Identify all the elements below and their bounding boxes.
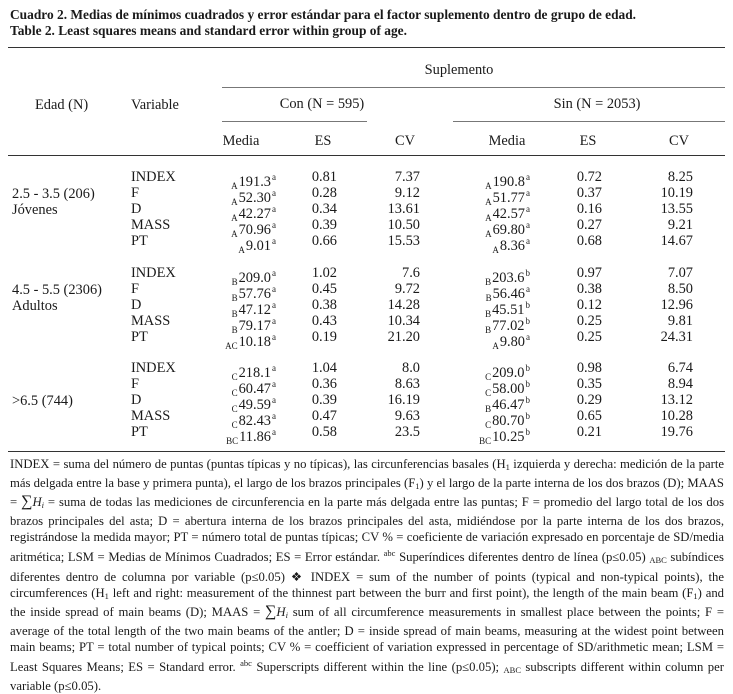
top-rule xyxy=(8,47,725,48)
es-sin-cell: 0.98 xyxy=(576,360,602,376)
cv-sin-cell: 24.31 xyxy=(660,329,693,345)
es-con-cell: 0.81 xyxy=(311,169,337,185)
es-con-cell: 0.19 xyxy=(311,329,337,345)
es-sin-cell: 0.25 xyxy=(576,329,602,345)
variable-cell: PT xyxy=(131,424,148,440)
cv-con-cell: 16.19 xyxy=(387,392,420,408)
header-suplemento: Suplemento xyxy=(424,62,494,78)
es-sin-cell: 0.21 xyxy=(576,424,602,440)
variable-cell: INDEX xyxy=(131,265,176,281)
cv-con-cell: 9.72 xyxy=(394,281,420,297)
header-bottom-rule xyxy=(8,155,725,156)
header-es-sin: ES xyxy=(579,133,597,149)
es-sin-cell: 0.37 xyxy=(576,185,602,201)
variable-cell: MASS xyxy=(131,313,171,329)
es-con-cell: 0.66 xyxy=(311,233,337,249)
header-es-con: ES xyxy=(314,133,332,149)
footnote: INDEX = suma del número de puntas (puntas típicas y no típicas), las circunferencias basales ($H_1$ izquierda y derecha: medición de la parte más delgada entre la base y primera punta), el largo de los brazos principales $(F_1)$ y el largo de la parte interna de los dos brazos (D); MAAS = $\sum H_i$ = suma de todas las mediciones de circunferencia en la parte más delgada entre las puntas; F = promedio del largo total de los dos brazos principales del asta; D = abertura interna de los brazos principales del asta, midiéndose por la parte interna de los dos brazos, registrándose la medida mayor; PT = número total de puntas típicas; CV % = coeficiente de variación expresado en porcentaje de SD/media aritmética; LSM = Medias de Mínimos Cuadrados; ES = Error estándar. $^{abc}$ Superíndices diferentes dentro de línea (p≤0.05) $_{ABC}$ subíndices diferentes dentro de columna por variable (p≤0.05) ❖ INDEX = sum of the number of points (typical and non-typical points), the circumferences ($H_1$ left and right: measurement of the thinnest part between the burr and first point), the length of the main beam $(F_1)$ and the inside spread of main beams (D); MAAS = $\sum H_i$ sum of all circumference measurements in smallest place between the points; F = average of the total length of the two main beams of the antler; D = inside spread of main beams, measuring at the widest point between main beams; PT = total number of typical points; CV % = coefficient of variation expressed in percentage of SD/arithmetic mean; LSM = Least Squares Means; ES = Standard error. $^{abc}$ Superscripts different within the line (p≤0.05); $_{ABC}$ subscripts different within column per variable (p≤0.05). xyxy=(10,457,725,694)
es-con-cell: 0.36 xyxy=(311,376,337,392)
con-rule xyxy=(222,121,367,122)
media-con-cell: $_B$47.12$^a$ xyxy=(231,300,276,319)
media-con-cell: $_C$82.43$^a$ xyxy=(231,411,276,430)
caption-spanish: Cuadro 2. Medias de mínimos cuadrados y error estándar para el factor suplemento dentro de grupo de edad. xyxy=(10,7,637,22)
es-con-cell: 0.47 xyxy=(311,408,337,424)
cv-con-cell: 10.50 xyxy=(387,217,420,233)
cv-con-cell: 21.20 xyxy=(387,329,420,345)
media-sin-cell: $_A$8.36$^a$ xyxy=(492,236,530,255)
table-bottom-rule xyxy=(8,451,725,452)
es-sin-cell: 0.38 xyxy=(576,281,602,297)
cv-con-cell: 9.12 xyxy=(394,185,420,201)
media-sin-cell: $_A$9.80$^a$ xyxy=(492,332,530,351)
cv-sin-cell: 13.55 xyxy=(660,201,693,217)
header-media-con: Media xyxy=(222,133,260,149)
media-sin-cell: $_C$209.0$^b$ xyxy=(485,363,530,382)
cv-con-cell: 7.6 xyxy=(402,265,420,281)
media-sin-cell: $_A$69.80$^a$ xyxy=(485,220,530,239)
media-con-cell: $_{BC}$11.86$^a$ xyxy=(226,427,276,446)
cv-sin-cell: 8.25 xyxy=(667,169,693,185)
cv-sin-cell: 12.96 xyxy=(660,297,693,313)
cv-con-cell: 13.61 xyxy=(387,201,420,217)
cv-sin-cell: 9.21 xyxy=(667,217,693,233)
es-sin-cell: 0.12 xyxy=(576,297,602,313)
sum-symbol: ∑ xyxy=(21,493,33,511)
cv-con-cell: 9.63 xyxy=(394,408,420,424)
es-sin-cell: 0.72 xyxy=(576,169,602,185)
variable-cell: D xyxy=(131,201,142,217)
cv-sin-cell: 9.81 xyxy=(667,313,693,329)
variable-cell: D xyxy=(131,297,142,313)
variable-cell: PT xyxy=(131,233,148,249)
es-sin-cell: 0.97 xyxy=(576,265,602,281)
cv-sin-cell: 6.74 xyxy=(667,360,693,376)
caption-english: Table 2. Least squares means and standard error within group of age. xyxy=(10,23,407,38)
variable-cell: F xyxy=(131,376,140,392)
variable-cell: MASS xyxy=(131,217,171,233)
age-group-name: Adultos xyxy=(12,298,58,314)
age-group-label: 4.5 - 5.5 (2306) xyxy=(12,282,102,298)
variable-cell: D xyxy=(131,392,142,408)
es-sin-cell: 0.27 xyxy=(576,217,602,233)
media-con-cell: $_A$191.3$^a$ xyxy=(231,172,276,191)
cv-sin-cell: 8.94 xyxy=(667,376,693,392)
media-sin-cell: $_C$80.70$^b$ xyxy=(485,411,530,430)
media-con-cell: $_C$49.59$^a$ xyxy=(231,395,276,414)
es-con-cell: 0.39 xyxy=(311,392,337,408)
cv-sin-cell: 10.19 xyxy=(660,185,693,201)
media-sin-cell: $_A$190.8$^a$ xyxy=(485,172,530,191)
es-con-cell: 0.45 xyxy=(311,281,337,297)
cv-con-cell: 8.0 xyxy=(402,360,420,376)
cv-sin-cell: 19.76 xyxy=(660,424,693,440)
cv-con-cell: 14.28 xyxy=(387,297,420,313)
es-sin-cell: 0.25 xyxy=(576,313,602,329)
media-sin-cell: $_B$45.51$^b$ xyxy=(485,300,530,319)
es-con-cell: 0.39 xyxy=(311,217,337,233)
es-con-cell: 0.28 xyxy=(311,185,337,201)
variable-cell: INDEX xyxy=(131,360,176,376)
es-sin-cell: 0.16 xyxy=(576,201,602,217)
cv-con-cell: 8.63 xyxy=(394,376,420,392)
media-sin-cell: $_B$203.6$^b$ xyxy=(485,268,530,287)
media-sin-cell: $_A$51.77$^a$ xyxy=(485,188,530,207)
cv-con-cell: 10.34 xyxy=(387,313,420,329)
variable-cell: F xyxy=(131,281,140,297)
variable-cell: INDEX xyxy=(131,169,176,185)
media-sin-cell: $_B$56.46$^a$ xyxy=(485,284,530,303)
es-con-cell: 1.02 xyxy=(311,265,337,281)
media-sin-cell: $_C$58.00$^b$ xyxy=(485,379,530,398)
media-con-cell: $_A$52.30$^a$ xyxy=(231,188,276,207)
cv-sin-cell: 14.67 xyxy=(660,233,693,249)
media-con-cell: $_A$70.96$^a$ xyxy=(231,220,276,239)
es-con-cell: 1.04 xyxy=(311,360,337,376)
es-sin-cell: 0.65 xyxy=(576,408,602,424)
variable-cell: PT xyxy=(131,329,148,345)
media-con-cell: $_B$79.17$^a$ xyxy=(231,316,276,335)
header-variable: Variable xyxy=(131,97,179,113)
header-con: Con (N = 595) xyxy=(279,96,365,112)
header-media-sin: Media xyxy=(488,133,526,149)
header-edad: Edad (N) xyxy=(35,97,89,113)
media-sin-cell: $_B$77.02$^b$ xyxy=(485,316,530,335)
cv-sin-cell: 10.28 xyxy=(660,408,693,424)
media-con-cell: $_{AC}$10.18$^a$ xyxy=(225,332,276,351)
es-con-cell: 0.43 xyxy=(311,313,337,329)
cv-sin-cell: 7.07 xyxy=(667,265,693,281)
table-caption xyxy=(10,7,726,39)
header-cv-con: CV xyxy=(395,133,415,149)
header-sin: Sin (N = 2053) xyxy=(553,96,641,112)
cv-con-cell: 15.53 xyxy=(387,233,420,249)
es-con-cell: 0.34 xyxy=(311,201,337,217)
media-sin-cell: $_{BC}$10.25$^b$ xyxy=(479,427,530,446)
media-con-cell: $_A$42.27$^a$ xyxy=(231,204,276,223)
cv-con-cell: 23.5 xyxy=(394,424,420,440)
cv-sin-cell: 8.50 xyxy=(667,281,693,297)
es-con-cell: 0.58 xyxy=(311,424,337,440)
media-con-cell: $_C$60.47$^a$ xyxy=(231,379,276,398)
cv-con-cell: 7.37 xyxy=(394,169,420,185)
media-sin-cell: $_A$42.57$^a$ xyxy=(485,204,530,223)
cv-sin-cell: 13.12 xyxy=(660,392,693,408)
suplemento-rule xyxy=(222,87,725,88)
header-cv-sin: CV xyxy=(669,133,689,149)
media-con-cell: $_B$209.0$^a$ xyxy=(231,268,276,287)
es-sin-cell: 0.29 xyxy=(576,392,602,408)
es-sin-cell: 0.68 xyxy=(576,233,602,249)
sin-rule xyxy=(453,121,725,122)
es-sin-cell: 0.35 xyxy=(576,376,602,392)
age-group-name: Jóvenes xyxy=(12,202,58,218)
media-con-cell: $_C$218.1$^a$ xyxy=(231,363,276,382)
variable-cell: MASS xyxy=(131,408,171,424)
media-con-cell: $_A$9.01$^a$ xyxy=(238,236,276,255)
media-sin-cell: $_B$46.47$^b$ xyxy=(485,395,530,414)
es-con-cell: 0.38 xyxy=(311,297,337,313)
age-group-label: 2.5 - 3.5 (206) xyxy=(12,186,95,202)
variable-cell: F xyxy=(131,185,140,201)
media-con-cell: $_B$57.76$^a$ xyxy=(231,284,276,303)
age-group-label: >6.5 (744) xyxy=(12,393,73,409)
